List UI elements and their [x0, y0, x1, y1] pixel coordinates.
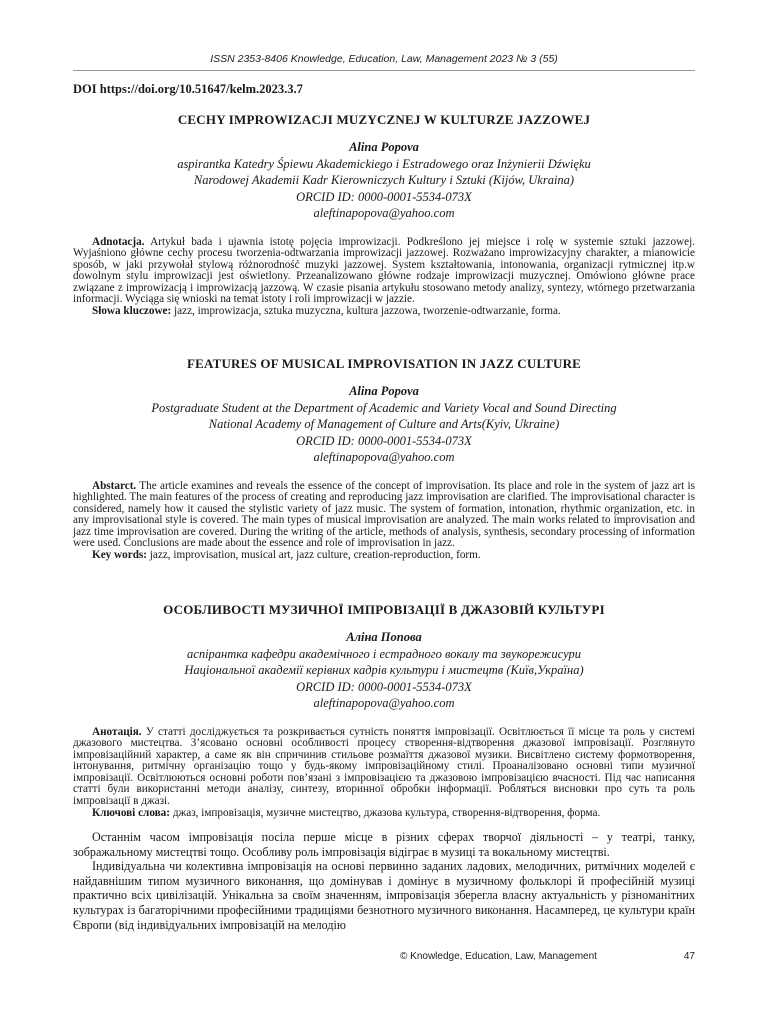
doi-line: DOI https://doi.org/10.51647/kelm.2023.3.7 — [73, 82, 303, 96]
polish-email: aleftinapopova@yahoo.com — [313, 206, 455, 220]
polish-orcid: ORCID ID: 0000-0001-5534-073X — [296, 189, 472, 204]
english-keywords-label: Key words: — [92, 549, 147, 562]
ukrainian-affiliation-1: аспірантка кафедри академічного і естрадного вокалу та звукорежисури — [187, 646, 581, 661]
ukrainian-author-block — [73, 629, 695, 712]
ukrainian-author-name: Аліна Попова — [346, 630, 422, 644]
journal-header: ISSN 2353-8406 Knowledge, Education, Law, Management 2023 № 3 (55) — [210, 53, 558, 65]
polish-abstract-text: Artykuł bada i ujawnia istotę pojęcia improwizacji. Podkreślono jej miejsce i rolę w systemie sztuki jazzowej. Wyjaśniono główne cechy procesu tworzenia-odtwarzania improwizacji jazzowej. Rozważano improwizacyjny charakter, a mianowicie sposób, w jaki przywołał stylową różnorodność muzyki jazzowej. System kształtowania, intonowania, organizacji rytmicznej itp.w dowolnym stylu improwizacji jest oświetlony. Przeanalizowano główne rodzaje improwizacji muzycznej. Omówiono główne prace związane z improwizacją i improwizacją jazzową. W czasie pisania artykułu stosowano metody analizy, syntezy, wtórnego przetwarzania informacji. Wyciąga się wnioski na temat istoty i roli improwizacji w jazzie. — [73, 235, 695, 306]
english-affiliation-1: Postgraduate Student at the Department of Academic and Variety Vocal and Sound Directing — [151, 400, 617, 415]
body-paragraph-2: Індивідуальна чи колективна імпровізація на основі первинно заданих ладових, мелодичних, ритмічних моделей є найдавнішим типом музичного виконання, що домінував і домінує в музичному фольклорі й професійній музиці практично всіх цивілізацій. Унікальна за своїм значенням, імпровізація зберегла власну актуальність у різноманітних культурах із багаторічними професійними традиціями безнотного музичного виконання. Насамперед, це культури країн Європи (від індивідуальних імпровізацій на мелодію — [73, 859, 695, 932]
english-email: aleftinapopova@yahoo.com — [313, 450, 455, 464]
english-abstract — [73, 481, 695, 551]
english-keywords-text: jazz, improvisation, musical art, jazz culture, creation-reproduction, form. — [147, 549, 481, 562]
article-body — [73, 830, 695, 932]
polish-section — [73, 112, 695, 318]
ukrainian-abstract-text: У статті досліджується та розкривається сутність поняття імпровізації. Освітлюється її місце та роль у системі джазового мистецтва. З’ясовано основні особливості процесу створення-відтворення джазової імпровізації. Розглянуто імпровізаційний характер, а саме як він спричинив стильове розмаїття джазової музики. Висвітлено систему формотворення, інтонування, ритмічну організацію тощо у будь-якому імпровізаційному стилі. Проаналізовано основні типи музичної імпровізації. Освітлюються основні роботи пов’язані з імпровізацією та джазовою імпровізацією вчасності. Під час написання статті були використанні методи аналізу, синтезу, вторинної обробки інформації. Робляться висновки про суть та роль імпровізації в джазі. — [73, 725, 695, 808]
ukrainian-abstract-label: Анотація. — [92, 725, 142, 738]
footer-copyright: © Knowledge, Education, Law, Management — [400, 951, 597, 962]
english-author-block — [73, 383, 695, 466]
ukrainian-section — [73, 602, 695, 819]
english-author-name: Alina Popova — [349, 384, 419, 398]
english-abstract-text: The article examines and reveals the essence of the concept of improvisation. Its place and role in the system of jazz art is highlighted. The main features of the process of creating and reproducing jazz improvisation are clarified. The improvisational character is considered, namely how it caused the stylistic variety of jazz music. The system of formation, intonation, rhythmic organization, etc. in any improvisational style is covered. The main types of musical improvisation are analyzed. The main works related to improvisation and jazz time improvisation are covered. During the writing of the article, methods of analysis, synthesis, secondary processing of information were used. Conclusions are made about the essence and role of improvisation in jazz. — [73, 479, 695, 550]
ukrainian-keywords-text: джаз, імпровізація, музичне мистецтво, джазова культура, створення-відтворення, форма. — [170, 806, 601, 819]
english-affiliation-2: National Academy of Management of Culture and Arts(Kyiv, Ukraine) — [208, 417, 560, 431]
polish-author-name: Alina Popova — [349, 140, 419, 154]
polish-keywords-label: Słowa kluczowe: — [92, 305, 172, 318]
ukrainian-email: aleftinapopova@yahoo.com — [313, 696, 455, 710]
english-title: FEATURES OF MUSICAL IMPROVISATION IN JAZZ CULTURE — [186, 356, 582, 371]
ukrainian-keywords — [73, 808, 695, 820]
polish-affiliation-1: aspirantka Katedry Śpiewu Akademickiego i Estradowego oraz Inżynierii Dźwięku — [177, 156, 591, 171]
body-paragraph-1: Останнім часом імпровізація посіла перше місце в різних сферах творчої діяльності – у театрі, танку, зображальному мистецтві тощо. Особливу роль імпровізація відіграє в музиці та вокальному мистецтві. — [73, 830, 695, 859]
english-orcid: ORCID ID: 0000-0001-5534-073X — [296, 433, 472, 448]
polish-author-block — [73, 139, 695, 222]
page-number: 47 — [683, 951, 695, 962]
ukrainian-orcid: ORCID ID: 0000-0001-5534-073X — [296, 679, 472, 694]
ukrainian-keywords-label: Ключові слова: — [92, 806, 171, 819]
header-divider — [73, 70, 695, 71]
ukrainian-affiliation-2: Національної академії керівних кадрів культури і мистецтв (Київ,Україна) — [184, 663, 584, 677]
english-abstract-label: Abstarct. — [92, 479, 137, 492]
english-keywords — [73, 550, 695, 562]
ukrainian-title: ОСОБЛИВОСТІ МУЗИЧНОЇ ІМПРОВІЗАЦІЇ В ДЖАЗОВІЙ КУЛЬТУРІ — [163, 602, 605, 617]
polish-keywords — [73, 306, 695, 318]
polish-abstract-label: Adnotacja. — [92, 235, 145, 248]
polish-affiliation-2: Narodowej Akademii Kadr Kierowniczych Kultury i Sztuki (Kijów, Ukraina) — [193, 173, 575, 187]
polish-abstract — [73, 237, 695, 307]
polish-keywords-text: jazz, improwizacja, sztuka muzyczna, kultura jazzowa, tworzenie-odtwarzanie, forma. — [171, 305, 561, 318]
ukrainian-abstract — [73, 727, 695, 808]
english-section — [73, 356, 695, 562]
polish-title: CECHY IMPROWIZACJI MUZYCZNEJ W KULTURZE JAZZOWEJ — [177, 112, 591, 127]
